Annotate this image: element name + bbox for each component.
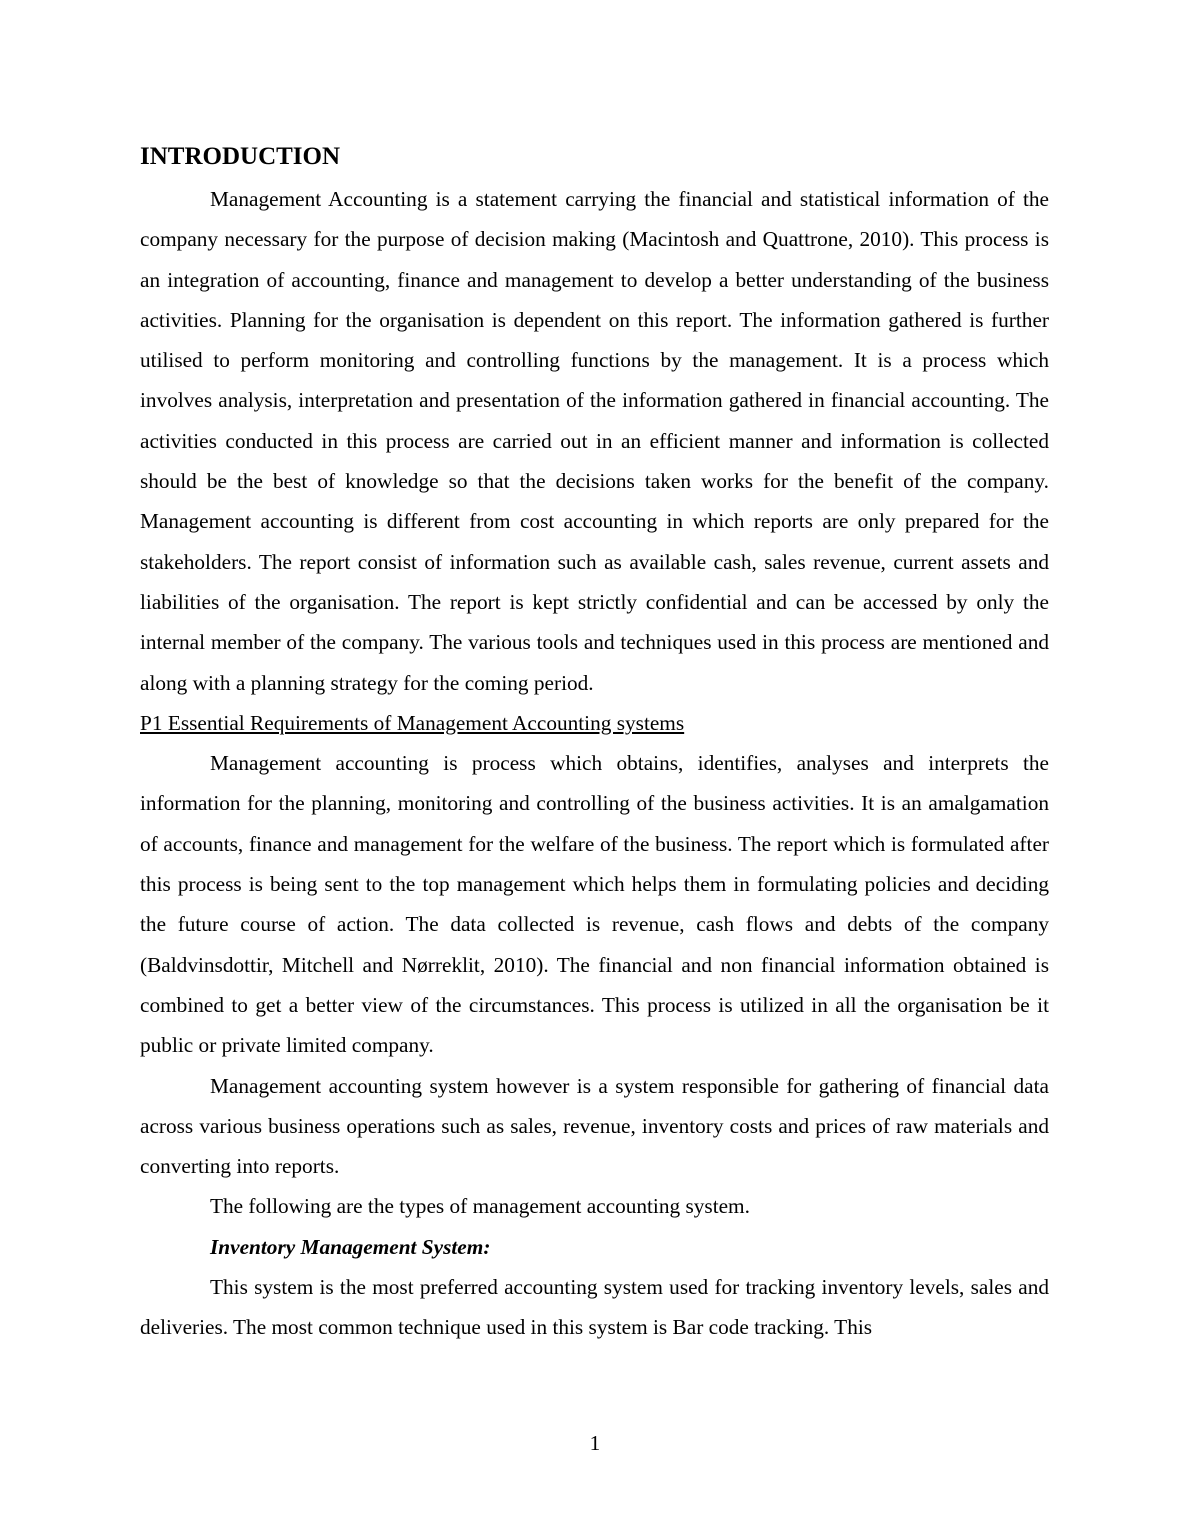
introduction-heading: INTRODUCTION [140, 143, 341, 170]
page-body [140, 138, 1049, 1348]
page-number: 1 [589, 1431, 601, 1455]
inventory-paragraph: This system is the most preferred accounting system used for tracking inventory levels, sales and deliveries. The most common technique used in this system is Bar code tracking. This [140, 1275, 1049, 1340]
p1-paragraph-1: Management accounting is process which obtains, identifies, analyses and interprets the information for the planning, monitoring and controlling of the business activities. It is an amalgamation of accounts, finance and management for the welfare of the business. The report which is formulated after this process is being sent to the top management which helps them in formulating policies and deciding the future course of action. The data collected is revenue, cash flows and debts of the company (Baldvinsdottir, Mitchell and Nørreklit, 2010). The financial and non financial information obtained is combined to get a better view of the circumstances. This process is utilized in all the organisation be it public or private limited company. [140, 751, 1049, 1058]
p1-paragraph-3: The following are the types of management accounting system. [210, 1194, 750, 1219]
inventory-management-heading: Inventory Management System: [210, 1234, 491, 1259]
p1-paragraph-2: Management accounting system however is a system responsible for gathering of financial data across various business operations such as sales, revenue, inventory costs and prices of raw materials and converting into reports. [140, 1073, 1049, 1179]
intro-paragraph: Management Accounting is a statement carrying the financial and statistical information of the company necessary for the purpose of decision making (Macintosh and Quattrone, 2010). This process is an integration of accounting, finance and management to develop a better understanding of the business activities. Planning for the organisation is dependent on this report. The information gathered is further utilised to perform monitoring and controlling functions by the management. It is a process which involves analysis, interpretation and presentation of the information gathered in financial accounting. The activities conducted in this process are carried out in an efficient manner and information is collected should be the best of knowledge so that the decisions taken works for the benefit of the company. Management accounting is different from cost accounting in which reports are only prepared for the stakeholders. The report consist of information such as available cash, sales revenue, current assets and liabilities of the organisation. The report is kept strictly confidential and can be accessed by only the internal member of the company. The various tools and techniques used in this process are mentioned and along with a planning strategy for the coming period. [140, 187, 1049, 695]
section-p1-title: P1 Essential Requirements of Management Accounting systems [140, 710, 685, 735]
